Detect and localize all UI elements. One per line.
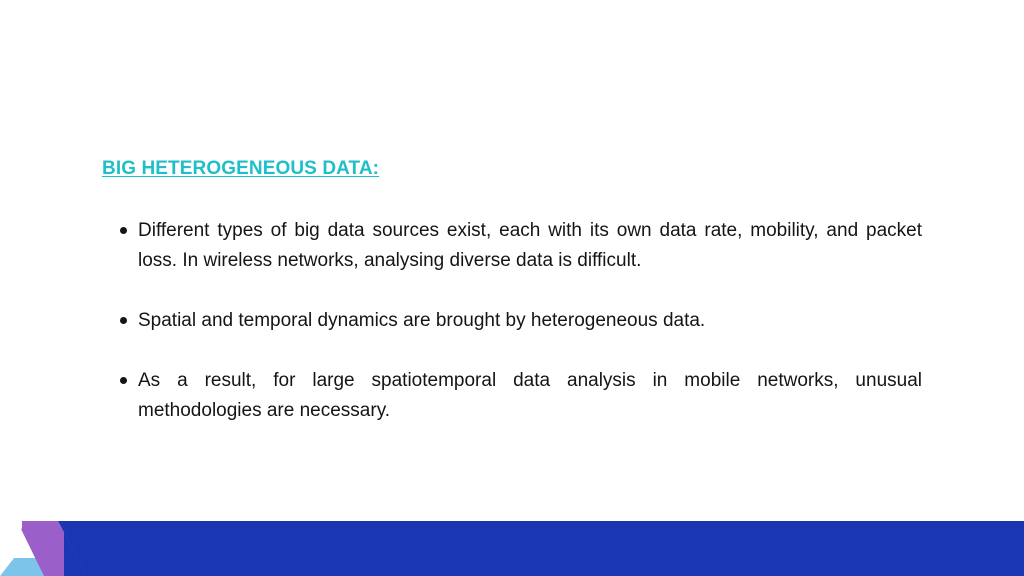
bullet-dot-icon (120, 377, 127, 384)
slide-heading: BIG HETEROGENEOUS DATA: (102, 158, 380, 179)
bullet-dot-icon (120, 227, 127, 234)
footer-decoration-shapes (0, 521, 90, 576)
bullet-item (102, 366, 922, 426)
slide-content (102, 156, 922, 421)
bullet-list (102, 216, 922, 456)
bullet-text: Spatial and temporal dynamics are brought by heterogeneous data. (138, 310, 706, 331)
bullet-item (102, 216, 922, 276)
bullet-text: As a result, for large spatiotemporal data analysis in mobile networks, unusual methodologies are necessary. (138, 370, 922, 421)
bullet-text: Different types of big data sources exist, each with its own data rate, mobility, and packet loss. In wireless networks, analysing diverse data is difficult. (138, 220, 922, 271)
bullet-item (102, 306, 922, 336)
bullet-dot-icon (120, 317, 127, 324)
footer-bar (64, 521, 1024, 576)
